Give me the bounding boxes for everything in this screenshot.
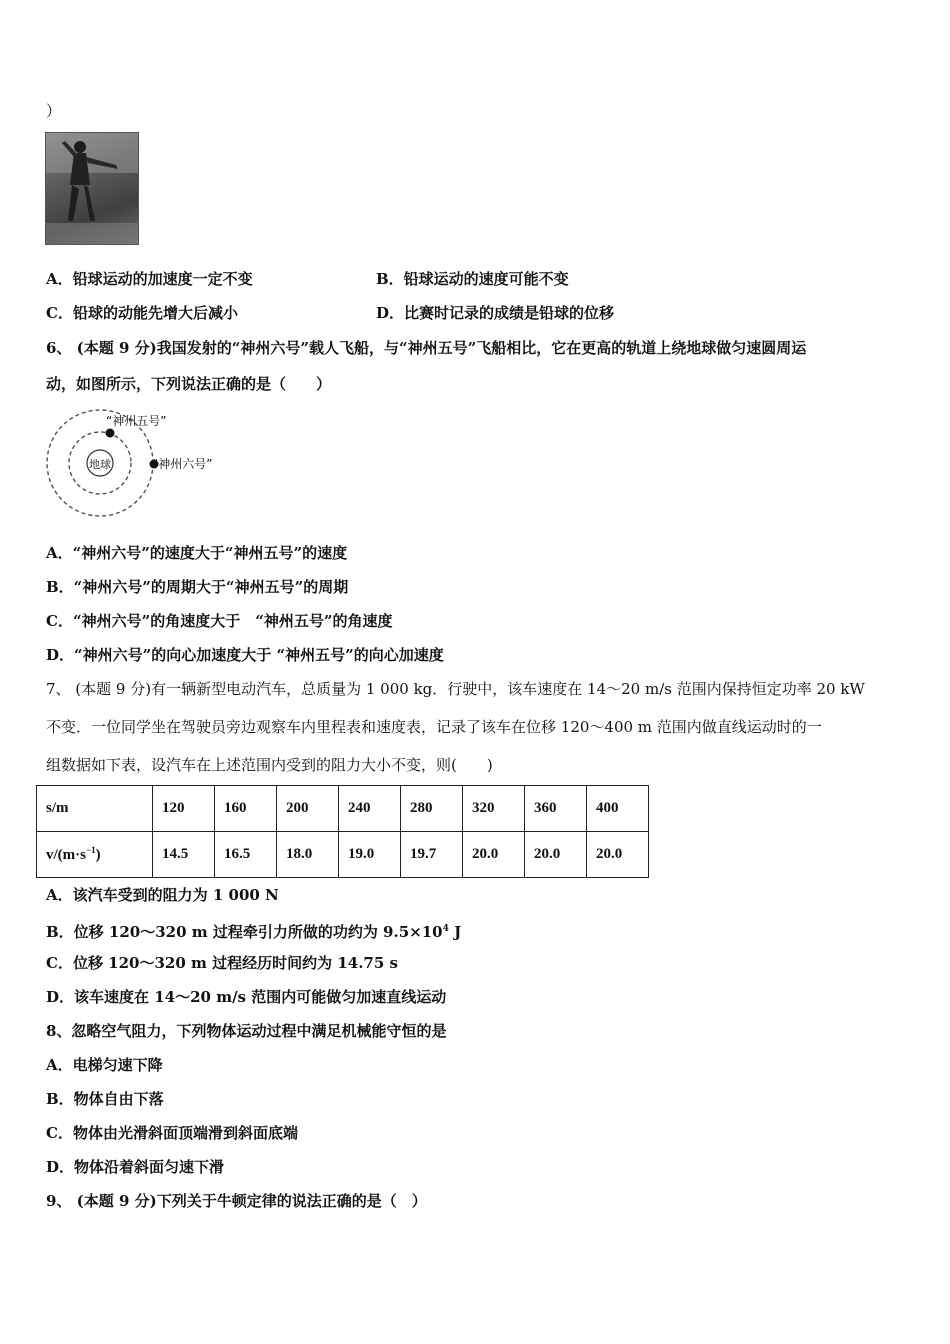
table-cell: 20.0 (525, 832, 587, 878)
q7-stem-line3: 组数据如下表，设汽车在上述范围内受到的阻力大小不变，则( ) (46, 756, 493, 774)
table-cell: 19.0 (339, 832, 401, 878)
table-cell: 20.0 (587, 832, 649, 878)
q7-stem-line2: 不变．一位同学坐在驾驶员旁边观察车内里程表和速度表，记录了该车在位移 120～400 m 范围内做直线运动时的一 (46, 718, 822, 736)
table-cell: 280 (401, 786, 463, 832)
q8-option-c: C．物体由光滑斜面顶端滑到斜面底端 (46, 1124, 298, 1142)
q5-option-b: B．铅球运动的速度可能不变 (376, 270, 569, 288)
q6-option-c: C．“神州六号”的角速度大于 “神州五号”的角速度 (46, 612, 393, 630)
shenzhou-5-label: “神州五号” (106, 414, 167, 428)
table-cell: 18.0 (277, 832, 339, 878)
table-row-s (37, 786, 649, 832)
q7-stem-line1: 7、 (本题 9 分)有一辆新型电动汽车，总质量为 1 000 kg．行驶中，该车速度在 14～20 m/s 范围内保持恒定功率 20 kW (46, 680, 865, 698)
q5-option-c: C．铅球的动能先增大后减小 (46, 304, 238, 322)
q6-option-b: B．“神州六号”的周期大于“神州五号”的周期 (46, 578, 349, 596)
orbit-diagram (40, 408, 240, 523)
q6-stem-line1: 6、 (本题 9 分)我国发射的“神州六号”载人飞船，与“神州五号”飞船相比，它在更高的轨道上绕地球做匀速圆周运 (46, 339, 807, 357)
speed-displacement-table (36, 785, 649, 878)
table-cell: 20.0 (463, 832, 525, 878)
q8-option-d: D．物体沿着斜面匀速下滑 (46, 1158, 225, 1176)
table-cell: 160 (215, 786, 277, 832)
shot-put-photo (45, 132, 139, 245)
table-cell: 120 (153, 786, 215, 832)
table-cell: 200 (277, 786, 339, 832)
earth-label: 地球 (89, 458, 111, 471)
q8-option-b: B．物体自由下落 (46, 1090, 164, 1108)
table-cell: 14.5 (153, 832, 215, 878)
table-cell: 360 (525, 786, 587, 832)
question-fragment: ） (46, 102, 62, 120)
table-cell: 19.7 (401, 832, 463, 878)
shot-put-athlete-icon (46, 133, 138, 244)
table-cell: 16.5 (215, 832, 277, 878)
q6-option-a: A．“神州六号”的速度大于“神州五号”的速度 (46, 544, 348, 562)
shenzhou-6-label: “神州六号” (152, 457, 213, 471)
q7-option-d: D．该车速度在 14～20 m/s 范围内可能做匀加速直线运动 (46, 988, 447, 1006)
q7-option-c: C．位移 120～320 m 过程经历时间约为 14.75 s (46, 954, 398, 972)
table-row-v (37, 832, 649, 878)
table-header-v: $v/(m\cdot s^{-1})$ (37, 832, 153, 878)
table-cell: 400 (587, 786, 649, 832)
q7-option-b: B．位移 120～320 m 过程牵引力所做的功约为 $9.5\times 10^4$ J (46, 923, 462, 941)
q9-stem: 9、 (本题 9 分)下列关于牛顿定律的说法正确的是（ ） (46, 1192, 427, 1210)
shenzhou-5-dot (106, 429, 115, 438)
q6-stem-line2: 动，如图所示，下列说法正确的是（ ） (46, 375, 332, 393)
q6-option-d: D．“神州六号”的向心加速度大于 “神州五号”的向心加速度 (46, 646, 444, 664)
table-cell: 320 (463, 786, 525, 832)
q5-option-a: A．铅球运动的加速度一定不变 (46, 270, 253, 288)
q8-option-a: A．电梯匀速下降 (46, 1056, 163, 1074)
q5-option-d: D．比赛时记录的成绩是铅球的位移 (376, 304, 615, 322)
q8-stem: 8、忽略空气阻力，下列物体运动过程中满足机械能守恒的是 (46, 1022, 447, 1040)
table-header-s: s/m (37, 786, 153, 832)
q7-option-a: A．该汽车受到的阻力为 1 000 N (46, 886, 279, 904)
table-cell: 240 (339, 786, 401, 832)
